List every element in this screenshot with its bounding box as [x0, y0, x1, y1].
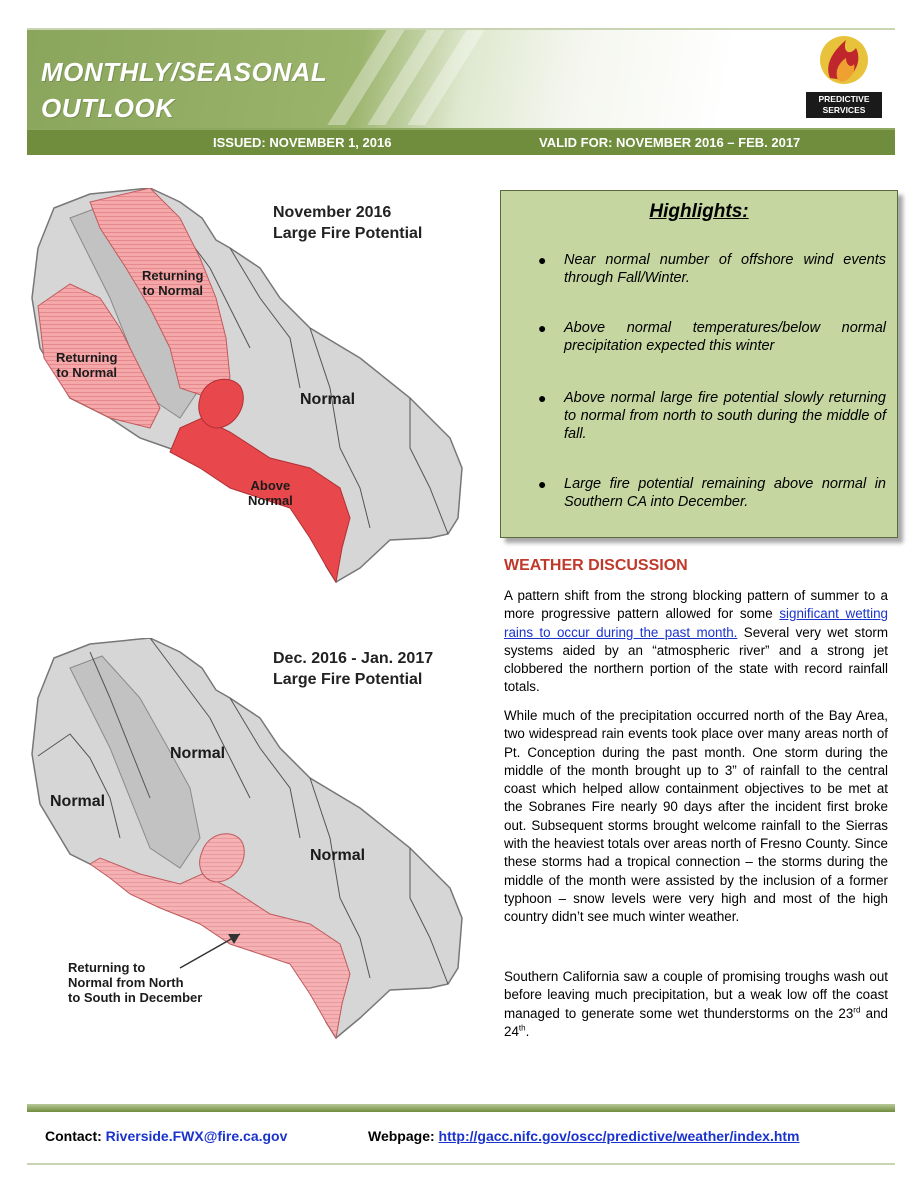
map-1-label-returning-coast	[56, 350, 117, 380]
label-line: to Normal	[56, 365, 118, 380]
highlight-text: Near normal number of offshore wind events through Fall/Winter.	[564, 252, 886, 286]
paragraph-text: Southern California saw a couple of promising troughs wash out before leaving much precipitation, but a weak low off the coast managed to generate some wet thunderstorms on the 23	[504, 969, 888, 1021]
weather-paragraph-3	[504, 968, 888, 1041]
label-line: Returning	[56, 350, 118, 365]
bullet-icon: ●	[538, 320, 547, 336]
webpage-link[interactable]: http://gacc.nifc.gov/oscc/predictive/weather/index.htm	[438, 1128, 800, 1144]
contact-email[interactable]: Riverside.FWX@fire.ca.gov	[105, 1128, 288, 1144]
map-1-graphic	[30, 188, 480, 598]
bullet-icon: ●	[538, 476, 547, 492]
map-2-label-normal-north: Normal	[170, 745, 226, 762]
highlight-text: Large fire potential remaining above normal in Southern CA into December.	[564, 476, 886, 510]
logo-line-2: SERVICES	[822, 105, 866, 115]
map-1-label-normal: Normal	[300, 391, 356, 408]
weather-paragraph-2: While much of the precipitation occurred north of the Bay Area, two widespread rain events took place over many areas north of Pt. Conception during the past month. One storm during the middle of the month brought up to 3” of rainfall to the central coast which helped allow containment objectives to be met at the Sobranes Fire nearly 90 days after the incident first broke out. Subsequent storms brought welcome rainfall to the Sierras with the heaviest totals over areas north of Fresno County. Since these storms had a tropical connection – the storms during the middle of the month were assisted by the inclusion of a former typhoon – snow levels were very high and most of the high country didn’t see much winter weather.	[504, 708, 888, 925]
highlight-item	[538, 251, 886, 287]
flame-icon	[816, 30, 872, 86]
footer-line	[27, 1163, 895, 1165]
logo-text	[806, 92, 882, 118]
label-line: Returning	[142, 268, 204, 283]
webpage-label: Webpage:	[368, 1128, 435, 1144]
issued-date: ISSUED: NOVEMBER 1, 2016	[213, 135, 392, 150]
contact-label: Contact:	[45, 1128, 102, 1144]
rainfall-link[interactable]: significant wetting rains to occur during the past month.	[504, 606, 888, 640]
valid-period: VALID FOR: NOVEMBER 2016 – FEB. 2017	[539, 135, 801, 150]
paragraph-text: Several very wet storm systems aided by an “atmospheric river” and a strong jet clobbered the northern portion of the state with record rainfall totals.	[504, 624, 889, 695]
map-2-label-returning	[68, 960, 202, 1005]
weather-discussion-title: WEATHER DISCUSSION	[504, 557, 688, 574]
page-title	[41, 54, 327, 126]
header-date-bar	[27, 128, 895, 155]
highlight-text: Above normal large fire potential slowly returning to normal from north to south during the middle of fall.	[564, 390, 886, 442]
map-2-title-line-2: Large Fire Potential	[273, 671, 423, 688]
paragraph-text: A pattern shift from the strong blocking pattern of summer to a more progressive pattern allowed for some	[504, 588, 888, 622]
map-november-2016	[30, 188, 480, 598]
ordinal-suffix: th	[518, 1023, 526, 1033]
label-line: to South in December	[68, 990, 203, 1005]
map-1-title	[273, 202, 422, 244]
highlight-item	[538, 389, 886, 443]
bullet-icon: ●	[538, 390, 547, 406]
map-1-label-above	[248, 478, 293, 508]
map-dec-jan	[30, 638, 480, 1058]
label-line: Normal from North	[68, 975, 184, 990]
label-line: Above	[250, 478, 291, 493]
bullet-icon: ●	[538, 252, 547, 268]
label-line: Returning to	[68, 960, 146, 975]
map-2-label-normal-coast: Normal	[50, 793, 106, 810]
paragraph-text: and 24	[504, 1005, 888, 1039]
highlight-item	[538, 319, 886, 355]
footer-contact	[45, 1128, 287, 1144]
map-2-label-normal-south: Normal	[310, 847, 366, 864]
map-1-title-line-1: November 2016	[273, 204, 392, 221]
logo-line-1: PREDICTIVE	[818, 94, 870, 104]
weather-paragraph-1	[504, 587, 888, 697]
label-line: Normal	[248, 493, 293, 508]
header-banner	[27, 28, 895, 155]
highlight-text: Above normal temperatures/below normal precipitation expected this winter	[564, 320, 886, 354]
highlights-box	[500, 190, 898, 538]
paragraph-text: .	[525, 1023, 530, 1039]
map-2-title	[273, 648, 433, 690]
title-line-1: MONTHLY/SEASONAL	[41, 57, 328, 87]
highlights-title: Highlights:	[649, 201, 749, 222]
ordinal-suffix: rd	[853, 1005, 861, 1015]
footer-divider	[27, 1104, 895, 1112]
map-1-title-line-2: Large Fire Potential	[273, 225, 423, 242]
predictive-services-logo	[806, 30, 882, 122]
label-line: to Normal	[142, 283, 204, 298]
footer-webpage	[368, 1128, 800, 1144]
highlight-item	[538, 475, 886, 511]
map-1-label-returning-north	[142, 268, 203, 298]
title-line-2: OUTLOOK	[41, 93, 175, 123]
map-2-title-line-1: Dec. 2016 - Jan. 2017	[273, 650, 434, 667]
